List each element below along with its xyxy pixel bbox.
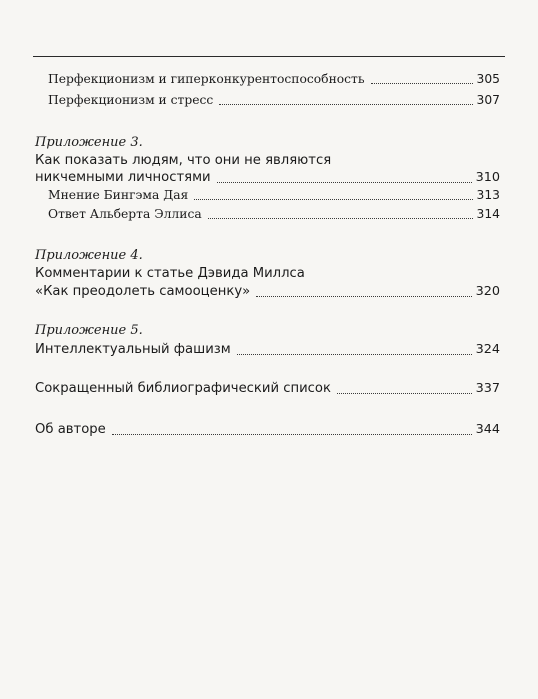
toc-entry-bibliography[interactable]	[35, 380, 500, 398]
toc-entry-title: Интеллектуальный фашизм	[35, 342, 231, 357]
toc-entry-appendix-5[interactable]	[35, 341, 500, 359]
toc-entry-page: 307	[476, 93, 500, 107]
toc-entry-title: Сокращенный библиографический список	[35, 381, 331, 396]
toc-entry-title: «Как преодолеть самооценку»	[35, 284, 251, 299]
appendix-3-label: Приложение 3.	[35, 135, 143, 150]
toc-entry-perfectionism-stress[interactable]	[48, 91, 500, 109]
toc-entry-title: Мнение Бингэма Дая	[48, 188, 189, 202]
appendix-4-title-line1[interactable]: Комментарии к статье Дэвида Миллса	[35, 266, 305, 281]
toc-entry-page: 337	[475, 381, 500, 396]
appendix-4-label: Приложение 4.	[35, 248, 143, 263]
toc-entry-albert-ellis-answer[interactable]	[48, 205, 500, 223]
dot-leader	[217, 182, 472, 183]
dot-leader	[371, 83, 473, 84]
dot-leader	[219, 104, 472, 105]
toc-entry-about-author[interactable]	[35, 421, 500, 439]
toc-entry-title: Перфекционизм и гиперконкурентоспособность	[48, 72, 365, 86]
dot-leader	[337, 393, 472, 394]
toc-entry-appendix-3[interactable]	[35, 169, 500, 187]
toc-entry-page: 305	[476, 72, 500, 86]
toc-entry-title: Ответ Альберта Эллиса	[48, 207, 202, 221]
dot-leader	[256, 296, 471, 297]
dot-leader	[112, 434, 472, 435]
toc-entry-bingham-dai-opinion[interactable]	[48, 186, 500, 204]
toc-entry-page: 313	[476, 188, 500, 202]
toc-entry-title: Об авторе	[35, 422, 106, 437]
toc-entry-appendix-4[interactable]	[35, 283, 500, 301]
toc-entry-page: 320	[475, 284, 500, 299]
toc-entry-perfectionism-hypercompetitiveness[interactable]	[48, 70, 500, 88]
toc-entry-title: никчемными личностями	[35, 170, 211, 185]
appendix-5-label: Приложение 5.	[35, 323, 143, 338]
toc-entry-page: 324	[475, 342, 500, 357]
toc-entry-title: Перфекционизм и стресс	[48, 93, 214, 107]
dot-leader	[237, 354, 472, 355]
top-rule	[33, 56, 505, 57]
appendix-3-title-line1[interactable]: Как показать людям, что они не являются	[35, 153, 332, 168]
toc-entry-page: 344	[475, 422, 500, 437]
dot-leader	[194, 199, 472, 200]
toc-entry-page: 314	[476, 207, 500, 221]
dot-leader	[208, 218, 473, 219]
toc-entry-page: 310	[475, 170, 500, 185]
